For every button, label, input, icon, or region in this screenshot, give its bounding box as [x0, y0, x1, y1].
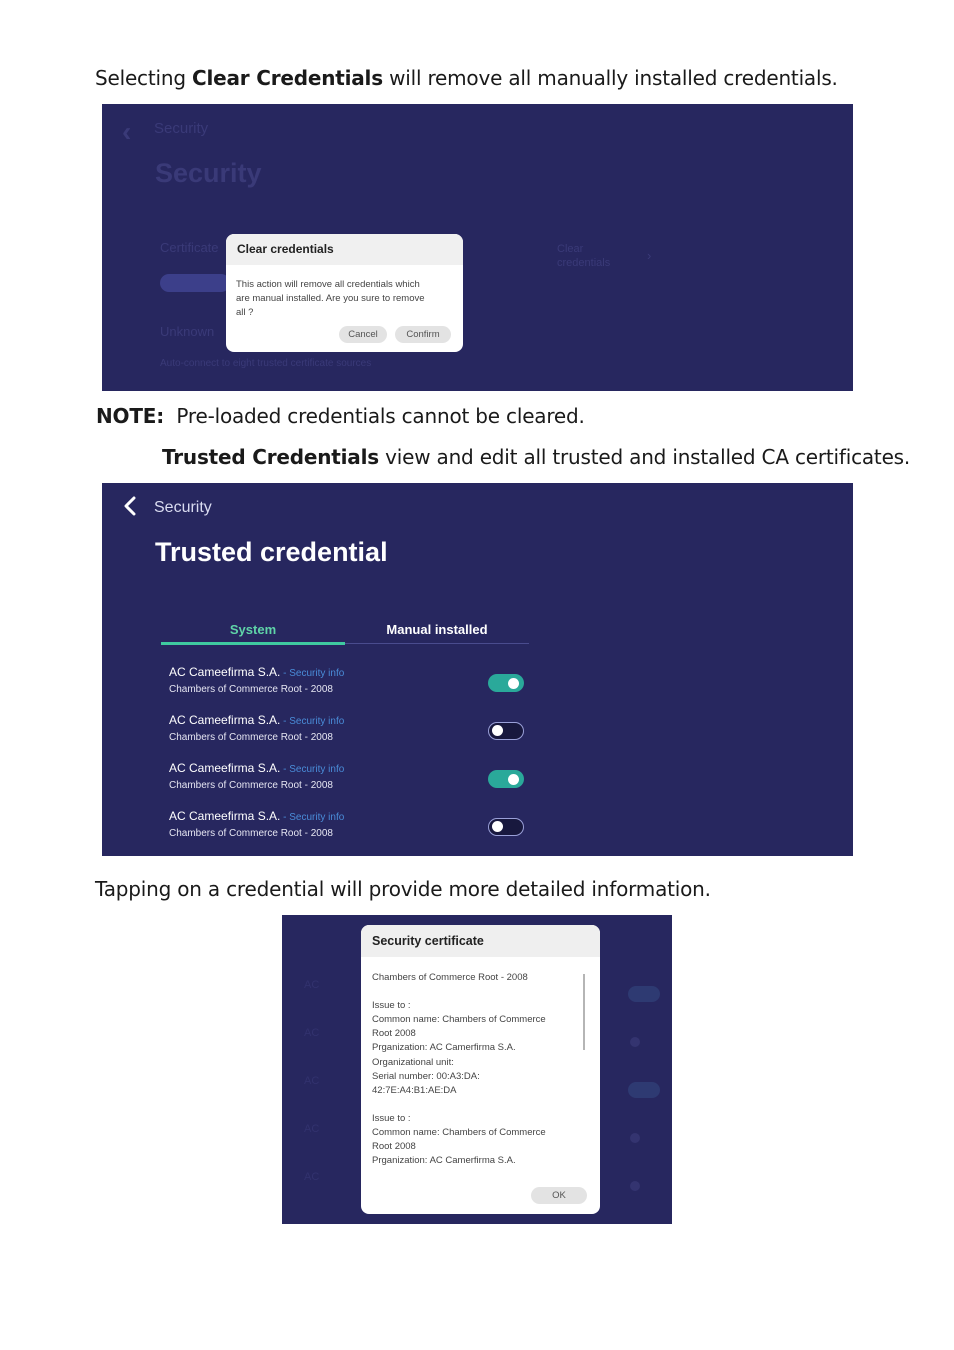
background-unknown-label: Unknown	[160, 324, 215, 339]
credential-row[interactable]	[169, 761, 529, 795]
background-chevron-icon: ›	[647, 248, 652, 263]
trusted-credential-screenshot	[102, 483, 853, 856]
certificate-detail-line: Serial number: 00:A3:DA:	[372, 1070, 480, 1082]
toggle-knob	[492, 821, 503, 832]
dialog-message-line: This action will remove all credentials which	[236, 279, 420, 290]
certificate-detail-line: Common name: Chambers of Commerce	[372, 1014, 546, 1026]
background-row-ghost: AC	[304, 1123, 320, 1135]
background-page-title: Security	[155, 158, 262, 188]
intro-paragraph	[95, 65, 838, 91]
note-paragraph	[96, 403, 585, 429]
background-toggle	[630, 1037, 640, 1047]
dialog-message-line: are manual installed. Are you sure to remove	[236, 293, 425, 304]
credential-row[interactable]	[169, 809, 529, 843]
scrollbar[interactable]	[583, 974, 585, 1050]
intro-text-pre: Selecting	[95, 66, 192, 90]
certificate-detail-line: Issue to :	[372, 1112, 411, 1124]
credential-row[interactable]	[169, 713, 529, 747]
security-certificate-screenshot	[282, 915, 672, 1224]
trusted-text: view and edit all trusted and installed CA certificates.	[378, 445, 911, 469]
intro-bold-term: Clear Credentials	[192, 66, 383, 90]
dialog-message	[226, 265, 463, 320]
certificate-detail-line: Prganization: AC Camerfirma S.A.	[372, 1042, 516, 1054]
trusted-bold-term: Trusted Credentials	[162, 445, 379, 469]
tab-active-indicator	[161, 642, 345, 645]
background-toggle	[630, 1133, 640, 1143]
credential-name: AC Cameefirma S.A.	[169, 761, 281, 775]
certificate-detail-line: Root 2008	[372, 1141, 416, 1153]
certificate-detail-line: Chambers of Commerce Root - 2008	[372, 972, 528, 983]
background-row-ghost: AC	[304, 1027, 320, 1039]
background-certificate-label: Certificate	[160, 240, 219, 255]
dialog-message-line: all ?	[236, 307, 254, 318]
certificate-detail-line: Common name: Chambers of Commerce	[372, 1127, 546, 1139]
certificate-detail-line: 42:7E:A4:B1:AE:DA	[372, 1084, 457, 1096]
security-info-link[interactable]: - Security info	[280, 716, 345, 727]
toggle-knob	[508, 774, 519, 785]
credential-toggle[interactable]	[488, 818, 524, 836]
certificate-detail-line	[372, 1098, 582, 1112]
credential-toggle[interactable]	[488, 674, 524, 692]
background-row-text: Auto-connect to eight trusted certificate sources	[160, 358, 372, 369]
dialog-title: Clear credentials	[226, 234, 463, 265]
background-back-icon: ‹	[122, 116, 132, 147]
chevron-left-icon[interactable]	[122, 496, 138, 521]
security-info-link[interactable]: - Security info	[280, 764, 345, 775]
credential-name: AC Cameefirma S.A.	[169, 809, 281, 823]
certificate-details	[372, 971, 582, 1168]
note-label: NOTE:	[96, 404, 165, 428]
toggle-knob	[508, 678, 519, 689]
clear-credentials-dialog	[226, 234, 463, 352]
trusted-paragraph	[162, 444, 910, 470]
confirm-button[interactable]: Confirm	[395, 326, 451, 343]
background-toggle	[630, 1181, 640, 1191]
security-info-link[interactable]: - Security info	[280, 812, 345, 823]
credential-row[interactable]	[169, 665, 529, 699]
background-toggle	[628, 986, 660, 1002]
breadcrumb[interactable]: Security	[154, 499, 212, 516]
background-row-ghost: AC	[304, 1075, 320, 1087]
credential-name: AC Cameefirma S.A.	[169, 713, 281, 727]
credential-subtitle: Chambers of Commerce Root - 2008	[169, 732, 333, 743]
page-title: Trusted credential	[155, 537, 388, 567]
background-row-ghost: AC	[304, 979, 320, 991]
security-certificate-dialog	[361, 925, 600, 1214]
tab-system[interactable]: System	[229, 622, 277, 637]
background-row-ghost: AC	[304, 1171, 320, 1183]
credential-subtitle: Chambers of Commerce Root - 2008	[169, 780, 333, 791]
credential-subtitle: Chambers of Commerce Root - 2008	[169, 828, 333, 839]
background-right-label: Clear credentials	[557, 243, 611, 269]
credential-toggle[interactable]	[488, 770, 524, 788]
certificate-detail-line	[372, 985, 582, 999]
ok-button[interactable]: OK	[531, 1187, 587, 1204]
note-text: Pre-loaded credentials cannot be cleared.	[176, 404, 585, 428]
credential-toggle[interactable]	[488, 722, 524, 740]
background-breadcrumb: Security	[154, 120, 209, 137]
dialog-title: Security certificate	[361, 925, 600, 957]
certificate-detail-line: Organizational unit:	[372, 1056, 454, 1068]
credential-subtitle: Chambers of Commerce Root - 2008	[169, 684, 333, 695]
cancel-button[interactable]: Cancel	[339, 326, 387, 343]
intro-text-post: will remove all manually installed credentials.	[382, 66, 838, 90]
tap-paragraph: Tapping on a credential will provide more detailed information.	[95, 877, 711, 901]
certificate-detail-line: Issue to :	[372, 1000, 411, 1012]
background-toggle	[628, 1082, 660, 1098]
background-button	[160, 274, 230, 292]
credential-name: AC Cameefirma S.A.	[169, 665, 281, 679]
certificate-detail-line: Root 2008	[372, 1028, 416, 1040]
clear-credentials-screenshot	[102, 104, 853, 391]
toggle-knob	[492, 725, 503, 736]
tab-manual-installed[interactable]: Manual installed	[386, 622, 488, 637]
certificate-detail-line: Prganization: AC Camerfirma S.A.	[372, 1155, 516, 1167]
security-info-link[interactable]: - Security info	[280, 668, 345, 679]
